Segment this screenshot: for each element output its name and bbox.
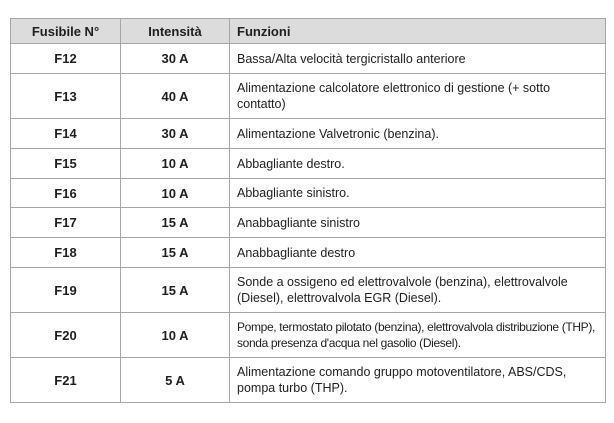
header-functions: Funzioni (230, 19, 606, 44)
fuse-number: F19 (11, 268, 121, 313)
fuse-table (10, 18, 606, 403)
fuse-current: 40 A (121, 74, 230, 119)
fuse-function: Anabbagliante destro (230, 238, 606, 268)
fuse-number: F20 (11, 313, 121, 358)
fuse-current: 30 A (121, 119, 230, 149)
fuse-number: F16 (11, 179, 121, 208)
fuse-current: 15 A (121, 268, 230, 313)
table-row (11, 313, 606, 358)
table-header-row (11, 19, 606, 44)
fuse-function: Bassa/Alta velocità tergicristallo anteriore (230, 44, 606, 74)
fuse-function: Alimentazione comando gruppo motoventilatore, ABS/CDS, pompa turbo (THP). (230, 358, 606, 403)
fuse-number: F12 (11, 44, 121, 74)
fuse-function: Alimentazione Valvetronic (benzina). (230, 119, 606, 149)
table-row (11, 179, 606, 208)
fuse-current: 10 A (121, 149, 230, 179)
fuse-current: 5 A (121, 358, 230, 403)
fuse-current: 30 A (121, 44, 230, 74)
table-row (11, 358, 606, 403)
fuse-number: F18 (11, 238, 121, 268)
table-row (11, 74, 606, 119)
fuse-number: F15 (11, 149, 121, 179)
fuse-current: 10 A (121, 313, 230, 358)
fuse-number: F21 (11, 358, 121, 403)
fuse-function: Anabbagliante sinistro (230, 208, 606, 238)
table-row (11, 208, 606, 238)
header-fuse-number: Fusibile N° (11, 19, 121, 44)
fuse-function: Abbagliante destro. (230, 149, 606, 179)
table-row (11, 268, 606, 313)
header-current: Intensità (121, 19, 230, 44)
fuse-current: 10 A (121, 179, 230, 208)
fuse-number: F13 (11, 74, 121, 119)
fuse-function: Sonde a ossigeno ed elettrovalvole (benzina), elettrovalvole (Diesel), elettrovalvola EGR (Diesel). (230, 268, 606, 313)
fuse-function: Pompe, termostato pilotato (benzina), elettrovalvola distribuzione (THP), sonda presenza d'acqua nel gasolio (Diesel). (230, 313, 606, 358)
fuse-function: Alimentazione calcolatore elettronico di gestione (+ sotto contatto) (230, 74, 606, 119)
fuse-function: Abbagliante sinistro. (230, 179, 606, 208)
fuse-number: F17 (11, 208, 121, 238)
fuse-current: 15 A (121, 208, 230, 238)
table-row (11, 119, 606, 149)
table-row (11, 238, 606, 268)
fuse-number: F14 (11, 119, 121, 149)
fuse-current: 15 A (121, 238, 230, 268)
table-row (11, 149, 606, 179)
table-row (11, 44, 606, 74)
